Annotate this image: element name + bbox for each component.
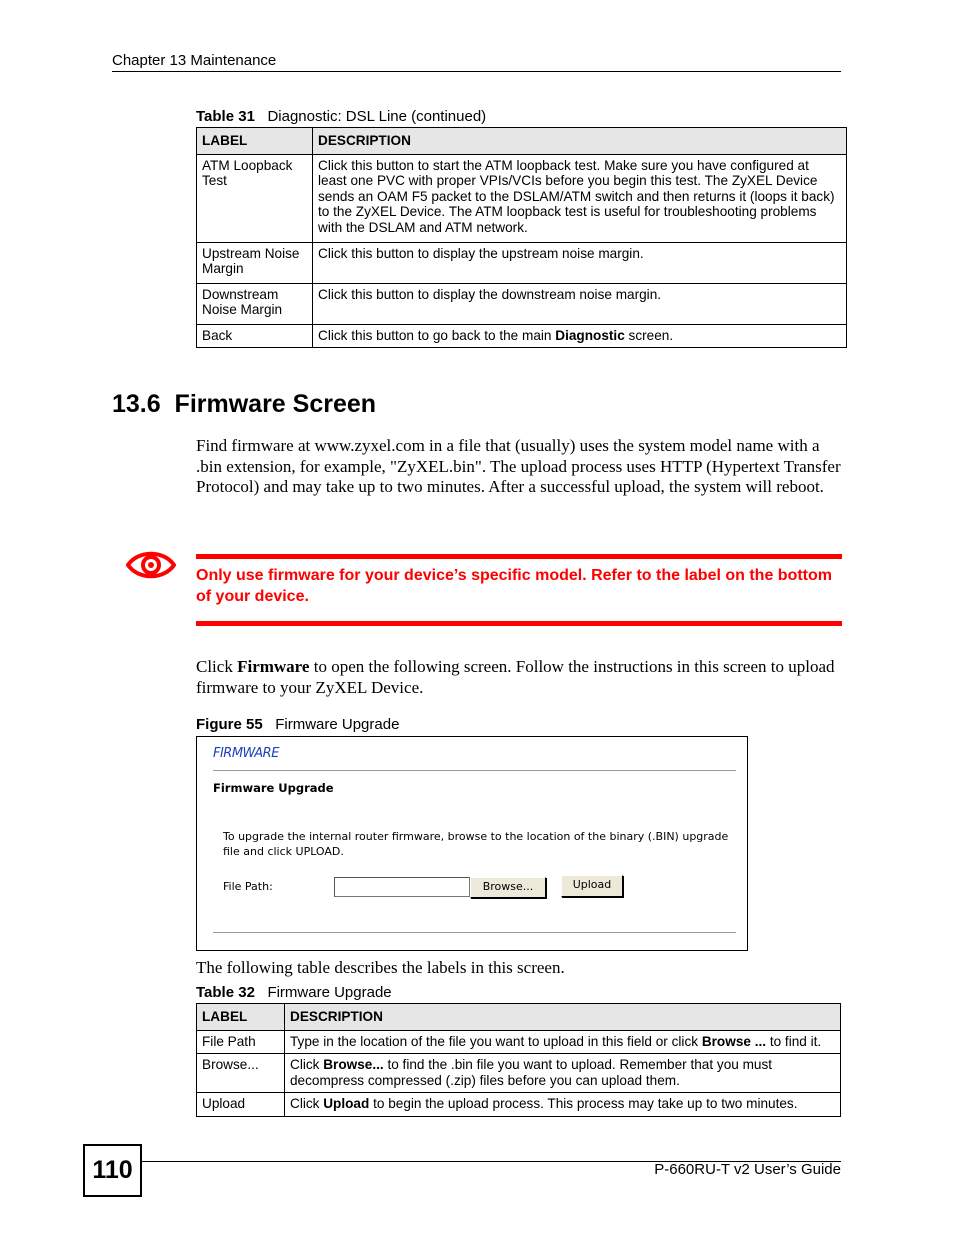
para-text: Click (196, 657, 238, 676)
desc-text: Type in the location of the file you want to upload in this field or click (290, 1033, 702, 1049)
row-description (285, 1093, 841, 1117)
table31-caption-label: Table 31 (196, 108, 255, 125)
row-label: File Path (197, 1030, 285, 1054)
desc-text: to begin the upload process. This process may take up to two minutes. (369, 1096, 798, 1111)
warning-text: Only use firmware for your device’s specific model. Refer to the label on the bottom of your device. (196, 567, 832, 605)
table-header-row (197, 128, 847, 155)
desc-bold: Browse ... (701, 1033, 767, 1049)
intro-paragraph: Find firmware at www.zyxel.com in a file that (usually) uses the system model name with a .bin extension, for example, "ZyXEL.bin". The upload process uses HTTP (Hypertext Transfer Protocol) and may take up to two minutes. After a successful upload, the system will reboot. (196, 436, 841, 496)
desc-text: to find the .bin file you want to upload. Remember that you must decompress compressed (.zip) files before you can upload them. (290, 1057, 773, 1088)
file-path-label: File Path: (223, 880, 273, 893)
click-paragraph (196, 657, 846, 698)
desc-bold: Diagnostic (555, 327, 625, 343)
file-path-input[interactable] (334, 877, 470, 897)
table-row (197, 1030, 841, 1054)
para-text: to open the following screen. Follow the instructions in this screen to upload firmware to your ZyXEL Device. (196, 657, 835, 697)
upload-button[interactable]: Upload (561, 875, 623, 897)
table-row (197, 242, 847, 283)
table32-caption-label: Table 32 (196, 984, 255, 1001)
table32-caption (196, 984, 392, 1001)
row-label: Back (197, 324, 313, 348)
row-label: Upload (197, 1093, 285, 1117)
table31-caption (196, 108, 486, 125)
row-description: Click this button to start the ATM loopback test. Make sure you have configured at least one PVC with proper VPIs/VCIs before you begin this test. The ZyXEL Device sends an OAM F5 packet to the DSLAM/ATM switch and then returns it (loops it back) to the ZyXEL Device. The ATM loopback test is useful for troubleshooting problems with the DSLAM and ATM network. (313, 154, 847, 242)
table32 (196, 1003, 841, 1117)
chapter-header: Chapter 13 Maintenance (112, 52, 277, 69)
desc-text: to find it. (766, 1033, 822, 1049)
desc-text: screen. (624, 327, 674, 343)
warning-bottom-bar (196, 621, 842, 626)
row-label: Upstream Noise Margin (197, 242, 313, 283)
desc-text: Click (290, 1096, 324, 1111)
row-description (313, 324, 847, 348)
figure55-caption (196, 716, 399, 733)
table-row (197, 1093, 841, 1117)
following-paragraph: The following table describes the labels in this screen. (196, 958, 565, 977)
desc-bold: Browse... (323, 1057, 384, 1072)
table32-caption-text: Firmware Upgrade (267, 984, 392, 1001)
row-description: Click this button to display the upstream noise margin. (313, 242, 847, 283)
table-header-row (197, 1004, 841, 1031)
row-description: Click this button to display the downstream noise margin. (313, 283, 847, 324)
screen-title: FIRMWARE (213, 746, 279, 761)
header-rule (112, 71, 841, 72)
screen-subtitle: Firmware Upgrade (213, 781, 334, 795)
table-row (197, 283, 847, 324)
guide-title: P-660RU-T v2 User’s Guide (654, 1161, 841, 1178)
figure55-caption-label: Figure 55 (196, 716, 263, 733)
row-label: Downstream Noise Margin (197, 283, 313, 324)
para-bold: Firmware (237, 657, 310, 676)
screen-divider (213, 932, 736, 933)
desc-text: Click (290, 1057, 324, 1072)
row-label: Browse... (197, 1054, 285, 1093)
table-row (197, 324, 847, 348)
section-title: 13.6 Firmware Screen (112, 390, 377, 418)
upgrade-instructions: To upgrade the internal router firmware, browse to the location of the binary (.BIN) upgrade file and click UPLOAD. (223, 830, 729, 858)
page-number: 110 (83, 1144, 142, 1197)
column-header-label: LABEL (197, 1004, 285, 1031)
column-header-label: LABEL (197, 128, 313, 155)
eye-warning-icon (126, 548, 176, 582)
table-row (197, 154, 847, 242)
warning-top-bar (196, 554, 842, 559)
row-description (285, 1030, 841, 1054)
firmware-upgrade-figure (196, 736, 748, 951)
column-header-description: DESCRIPTION (285, 1004, 841, 1031)
desc-bold: Upload (323, 1096, 370, 1111)
column-header-description: DESCRIPTION (313, 128, 847, 155)
row-description (285, 1054, 841, 1093)
row-label: ATM Loopback Test (197, 154, 313, 242)
table31 (196, 127, 847, 348)
screen-divider (213, 770, 736, 771)
figure55-caption-text: Firmware Upgrade (275, 716, 400, 733)
desc-text: Click this button to go back to the main (318, 327, 556, 343)
table31-caption-text: Diagnostic: DSL Line (continued) (267, 108, 487, 125)
browse-button[interactable]: Browse... (470, 877, 546, 898)
table-row (197, 1054, 841, 1093)
